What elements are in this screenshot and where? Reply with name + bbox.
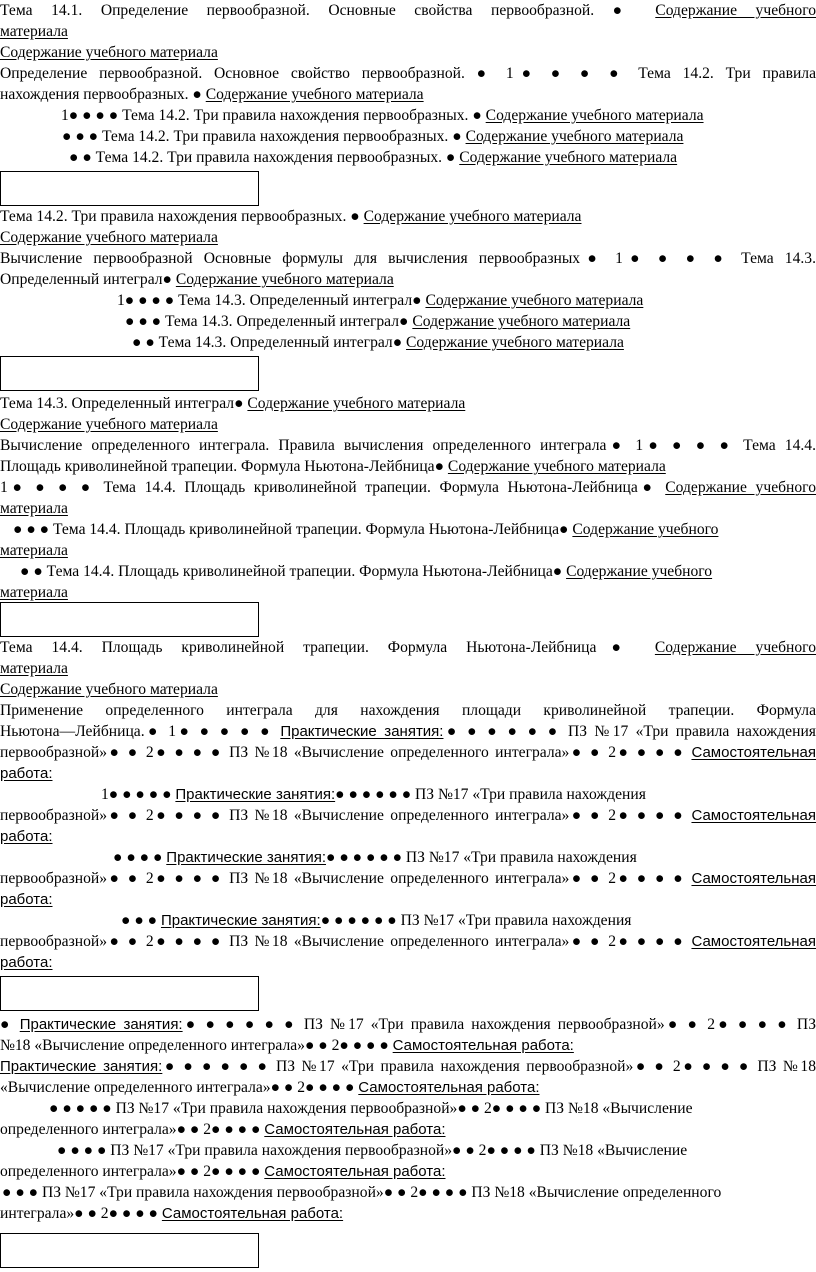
section-topic-14-3 xyxy=(0,393,816,603)
self-study-link[interactable]: работа: xyxy=(0,828,53,845)
text-line: ● ● ● Тема 14.4. Площадь криволинейной трапеции. Формула Ньютона-Лейбница● Содержание учебного xyxy=(13,521,719,538)
text-line: ● Практические занятия:● ● ● ● ● ● ПЗ №17 «Три правила нахождения первообразной»● ● 2● ● ● ● ПЗ xyxy=(0,1016,816,1033)
practice-link[interactable]: Практические занятия: xyxy=(0,1058,163,1075)
content-link[interactable]: материала xyxy=(0,660,68,677)
content-link[interactable]: материала xyxy=(0,23,68,40)
content-link[interactable]: Содержание учебного материала xyxy=(425,292,644,309)
text-line: №18 «Вычисление определенного интеграла»● ● 2● ● ● ● Самостоятельная работа: xyxy=(0,1037,574,1054)
text-line: нахождения первообразных. ● Содержание учебного материала xyxy=(0,86,424,103)
self-study-link[interactable]: Самостоятельная xyxy=(691,870,816,887)
text-line: первообразной»● ● 2● ● ● ● ПЗ №18 «Вычисление определенного интеграла»● ● 2● ● ● ● Самостоятельная xyxy=(0,807,816,824)
self-study-link[interactable]: Самостоятельная работа: xyxy=(358,1079,540,1096)
text-line xyxy=(0,763,816,784)
text-line: 1● ● ● ● Тема 14.3. Определенный интеграл● Содержание учебного материала xyxy=(117,292,644,309)
practice-link[interactable]: Практические занятия: xyxy=(19,1016,183,1033)
empty-frame xyxy=(0,976,259,1011)
practice-link[interactable]: Практические занятия: xyxy=(280,723,444,740)
content-link[interactable]: Содержание учебного материала xyxy=(447,458,666,475)
text-line: интеграла»● ● 2● ● ● ● Самостоятельная работа: xyxy=(0,1205,344,1222)
text-line: Практические занятия:● ● ● ● ● ● ПЗ №17 «Три правила нахождения первообразной»● ● 2● ● ● ● ПЗ №18 xyxy=(0,1058,816,1075)
text-line: Применение определенного интеграла для нахождения площади криволинейной трапеции. Формула xyxy=(0,702,816,719)
content-link[interactable]: Содержание учебного xyxy=(572,521,719,538)
self-study-link[interactable]: Самостоятельная xyxy=(691,807,816,824)
text-line: 1● ● ● ● Тема 14.2. Три правила нахождения первообразных. ● Содержание учебного материала xyxy=(61,107,704,124)
text-line: Определенный интеграл● Содержание учебного материала xyxy=(0,271,394,288)
text-line: ● ● ● Тема 14.2. Три правила нахождения первообразных. ● Содержание учебного материала xyxy=(62,128,684,145)
text-line: 1● ● ● ● ● Практические занятия:● ● ● ● ● ● ПЗ №17 «Три правила нахождения xyxy=(101,786,646,803)
practice-link[interactable]: Практические занятия: xyxy=(160,912,321,929)
self-study-link[interactable]: Самостоятельная работа: xyxy=(161,1205,344,1222)
text-line: ● ● Тема 14.3. Определенный интеграл● Содержание учебного материала xyxy=(132,334,624,351)
text-line: «Вычисление определенного интеграла»● ● 2● ● ● ● Самостоятельная работа: xyxy=(0,1079,540,1096)
content-link[interactable]: Содержание учебного материала xyxy=(175,271,394,288)
text-line xyxy=(0,498,816,519)
practice-link[interactable]: Практические занятия: xyxy=(166,849,327,866)
content-link[interactable]: Содержание учебного материала xyxy=(363,208,582,225)
self-study-link[interactable]: Самостоятельная xyxy=(691,744,816,761)
text-line: Площадь криволинейной трапеции. Формула Ньютона-Лейбница● Содержание учебного материала xyxy=(0,458,666,475)
heading: Содержание учебного материала xyxy=(0,229,218,246)
text-line xyxy=(0,826,816,847)
content-link[interactable]: Содержание учебного материала xyxy=(459,149,678,166)
content-link[interactable]: Содержание учебного материала xyxy=(465,128,684,145)
content-link[interactable]: материала xyxy=(0,500,68,517)
practice-link[interactable]: Практические занятия: xyxy=(175,786,336,803)
text-line: первообразной»● ● 2● ● ● ● ПЗ №18 «Вычисление определенного интеграла»● ● 2● ● ● ● Самостоятельная xyxy=(0,870,816,887)
self-study-link[interactable]: работа: xyxy=(0,954,53,971)
content-link[interactable]: Содержание учебного материала xyxy=(485,107,704,124)
self-study-link[interactable]: Самостоятельная работа: xyxy=(392,1037,574,1054)
content-link[interactable]: Содержание учебного материала xyxy=(406,334,624,351)
content-link[interactable]: Содержание учебного материала xyxy=(247,395,466,412)
heading: Содержание учебного материала xyxy=(0,416,218,433)
section-topic-14-2 xyxy=(0,206,816,353)
section-topic-14-4 xyxy=(0,637,816,973)
text-line: Вычисление определенного интеграла. Правила вычисления определенного интеграла● 1● ● ● ● Тема 14.4. xyxy=(0,437,816,454)
text-line: первообразной»● ● 2● ● ● ● ПЗ №18 «Вычисление определенного интеграла»● ● 2● ● ● ● Самостоятельная xyxy=(0,933,816,950)
text-line: ● ● ● ● Практические занятия:● ● ● ● ● ● ПЗ №17 «Три правила нахождения xyxy=(113,849,637,866)
text-line: Тема 14.1. Определение первообразной. Основные свойства первообразной. ● Содержание учебного xyxy=(0,2,816,19)
text-line: Тема 14.2. Три правила нахождения первообразных. ● Содержание учебного материала xyxy=(0,208,582,225)
content-link[interactable]: материала xyxy=(0,584,68,601)
text-line: ● ● ● Тема 14.3. Определенный интеграл● Содержание учебного материала xyxy=(125,313,631,330)
text-line: ● ● Тема 14.2. Три правила нахождения первообразных. ● Содержание учебного материала xyxy=(69,149,678,166)
text-line xyxy=(0,540,816,561)
empty-frame xyxy=(0,171,259,206)
content-link[interactable]: Содержание учебного материала xyxy=(205,86,424,103)
text-line: Тема 14.3. Определенный интеграл● Содержание учебного материала xyxy=(0,395,466,412)
empty-frame xyxy=(0,602,259,637)
text-line: Вычисление первообразной Основные формулы для вычисления первообразных● 1● ● ● ● Тема 14.3. xyxy=(0,250,816,267)
text-line: ● ● ● ПЗ №17 «Три правила нахождения первообразной»● ● 2● ● ● ● ПЗ №18 «Вычисление определенного xyxy=(2,1184,722,1201)
text-line: определенного интеграла»● ● 2● ● ● ● Самостоятельная работа: xyxy=(0,1121,446,1138)
text-line: ● ● Тема 14.4. Площадь криволинейной трапеции. Формула Ньютона-Лейбница● Содержание учебного xyxy=(20,563,713,580)
text-line xyxy=(0,658,816,679)
text-line: определенного интеграла»● ● 2● ● ● ● Самостоятельная работа: xyxy=(0,1163,446,1180)
self-study-link[interactable]: Самостоятельная xyxy=(691,933,816,950)
content-link[interactable]: материала xyxy=(0,542,68,559)
section-topic-14-1 xyxy=(0,0,816,168)
text-line: ● ● ● Практические занятия:● ● ● ● ● ● ПЗ №17 «Три правила нахождения xyxy=(121,912,632,929)
heading: Содержание учебного материала xyxy=(0,44,218,61)
text-line: Тема 14.4. Площадь криволинейной трапеции. Формула Ньютона-Лейбница● Содержание учебного xyxy=(0,639,816,656)
content-link[interactable]: Содержание учебного xyxy=(566,563,713,580)
text-line xyxy=(0,889,816,910)
text-line xyxy=(0,582,816,603)
self-study-link[interactable]: Самостоятельная работа: xyxy=(264,1163,446,1180)
content-link[interactable]: Содержание учебного xyxy=(665,479,816,496)
text-line: 1● ● ● ● Тема 14.4. Площадь криволинейной трапеции. Формула Ньютона-Лейбница● Содержание учебного xyxy=(0,479,816,496)
empty-frame xyxy=(0,1233,259,1268)
content-link[interactable]: Содержание учебного xyxy=(655,2,816,19)
text-line: ● ● ● ● ● ПЗ №17 «Три правила нахождения первообразной»● ● 2● ● ● ● ПЗ №18 «Вычисление xyxy=(49,1100,693,1117)
heading: Содержание учебного материала xyxy=(0,681,218,698)
text-line: ● ● ● ● ПЗ №17 «Три правила нахождения первообразной»● ● 2● ● ● ● ПЗ №18 «Вычисление xyxy=(57,1142,688,1159)
self-study-link[interactable]: работа: xyxy=(0,765,53,782)
section-practice xyxy=(0,1014,816,1224)
text-line: Ньютона—Лейбница.● 1● ● ● ● ● Практические занятия:● ● ● ● ● ● ПЗ №17 «Три правила нахождения xyxy=(0,723,816,740)
text-line: первообразной»● ● 2● ● ● ● ПЗ №18 «Вычисление определенного интеграла»● ● 2● ● ● ● Самостоятельная xyxy=(0,744,816,761)
text-line: Определение первообразной. Основное свойство первообразной. ● 1● ● ● ● Тема 14.2. Три правила xyxy=(0,65,816,82)
self-study-link[interactable]: Самостоятельная работа: xyxy=(264,1121,446,1138)
text-line xyxy=(0,952,816,973)
empty-frame xyxy=(0,356,259,391)
self-study-link[interactable]: работа: xyxy=(0,891,53,908)
content-link[interactable]: Содержание учебного xyxy=(654,639,816,656)
content-link[interactable]: Содержание учебного материала xyxy=(412,313,631,330)
text-line xyxy=(0,21,816,42)
